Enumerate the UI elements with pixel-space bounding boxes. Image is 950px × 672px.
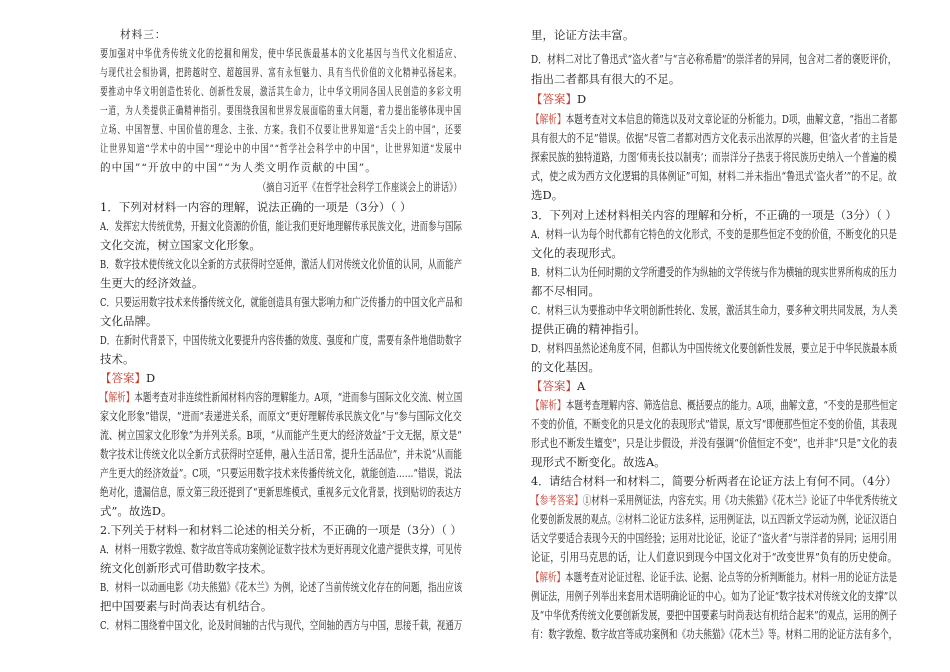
- line-text: 的中国”“开放中的中国”“为人类文明作贡献的中国”。: [100, 162, 377, 174]
- text-line: [531, 112, 897, 126]
- line-text: 现形式不断变化。故选A。: [531, 455, 666, 469]
- text-line: [531, 589, 897, 603]
- text-line: [100, 580, 462, 594]
- line-text: A: [576, 379, 586, 393]
- line-text: 化要创新发展的观点。②材料二论证方法多样，运用例证法，以五四新文学运动为例，论证汉语白: [531, 512, 898, 526]
- line-text: 本题考查对文本信息的筛选以及对文章论证的分析能力。D项，曲解文意，“指出二者都: [565, 112, 898, 126]
- line-text: 生更大的经济效益。: [100, 276, 204, 290]
- text-line: [531, 52, 897, 66]
- line-text: 4．请结合材料一和材料二，简要分析两者在论证方法上有何不同。（4分）: [531, 474, 897, 488]
- text-line: [100, 409, 462, 423]
- line-text: 形式也不断发生嬗变”，只是让步假设，并没有强调“价值恒定不变”，也并非“只是”文化的表: [531, 436, 898, 450]
- line-text: 探索民族的独特道路，力图‘师夷长技以制夷’；而崇洋分子热衷于将民族历史纳入一个普遍的模: [531, 150, 897, 164]
- text-line: [100, 47, 462, 61]
- text-line: [100, 333, 462, 347]
- text-line: [100, 276, 203, 290]
- text-line: [531, 398, 897, 412]
- text-line: [531, 627, 897, 641]
- text-line: [258, 180, 462, 194]
- line-text: 统文化创新形式可借助数字技术。: [100, 561, 273, 575]
- text-line: [531, 72, 680, 86]
- text-line: [100, 314, 157, 328]
- text-line: [100, 352, 134, 366]
- text-line: [531, 531, 897, 545]
- answer-tag: 【答案】: [531, 92, 577, 106]
- line-text: 选D。: [531, 188, 564, 202]
- text-line: [531, 265, 897, 279]
- text-line: [100, 104, 462, 118]
- line-text: 式，使之成为西方文化逻辑的具体例证”可知，材料二并未指出“鲁迅式‘盗火者’”的不足。故: [531, 169, 897, 183]
- line-text: 有：数字敦煌、数字故宫等成功案例和《功夫熊猫》《花木兰》等。材料二用的论证方法有多个，: [531, 627, 898, 641]
- text-line: [531, 92, 586, 106]
- answer-tag: 【解析】: [531, 570, 566, 584]
- text-line: [531, 322, 646, 336]
- line-text: 都不尽相同。: [531, 284, 600, 298]
- text-line: [100, 447, 462, 461]
- answer-tag: 【解析】: [100, 390, 135, 404]
- line-text: 及“中华优秀传统文化要创新发展，要把中国要素与时尚表达有机结合起来”的观点，运用的例子: [531, 608, 897, 622]
- line-text: 论证，引用马克思的话，让人们意识到现今中国文化对于“改变世界”负有的历史使命。: [531, 550, 898, 564]
- line-text: 材料三：: [120, 29, 167, 41]
- text-line: [531, 169, 897, 183]
- text-line: [531, 28, 634, 42]
- text-line: [531, 208, 897, 222]
- line-text: 不变的价值，不断变化的只是文化的表现形式”错误，原文写“即便那些恒定不变的价值，其表现: [531, 417, 897, 431]
- text-line: [100, 123, 462, 137]
- line-text: 本题考查对非连续性新闻材料内容的理解能力。A项，“进而参与国际文化交流、树立国: [134, 390, 463, 404]
- line-text: 让世界知道“学术中的中国”“理论中的中国”“哲学社会科学中的中国”，让世界知道“发展中: [100, 143, 463, 155]
- text-line: [100, 561, 272, 575]
- line-text: 具有很大的不足”错误。依据“尽管二者都对西方文化表示出浓厚的兴趣，但‘盗火者’的主旨是: [531, 131, 898, 145]
- line-text: （摘自习近平《在哲学社会科学工作座谈会上的讲话》）: [258, 180, 462, 194]
- text-line: [100, 238, 261, 252]
- line-text: C．只要运用数字技术来传播传统文化，就能创造具有强大影响力和广泛传播力的中国文化产品和: [100, 295, 463, 309]
- text-line: [531, 550, 897, 564]
- line-text: 流、树立国家文化形象”为并列关系。B项，“从而能产生更大的经济效益”于文无据，原文是“: [100, 428, 462, 442]
- text-line: [531, 246, 623, 260]
- text-line: [100, 466, 462, 480]
- line-text: 要加强对中华优秀传统文化的挖掘和阐发，使中华民族最基本的文化基因与当代文化相适应、: [100, 48, 463, 60]
- line-text: A．发挥宏大传统优势，开掘文化资源的价值，能让我们更好地理解传承民族文化，进而参与国际: [100, 219, 462, 233]
- text-line: [100, 485, 462, 499]
- line-text: 与现代社会相协调，把跨越时空、超越国界、富有永恒魅力、具有当代价值的文化精神弘扬起来。: [100, 67, 462, 79]
- line-text: 数字技术让传统文化以全新方式获得时空延伸，融入生活日常，提升生活品位”，并未说“从而能: [100, 447, 462, 461]
- text-line: [531, 284, 600, 298]
- text-line: [100, 295, 462, 309]
- line-text: 要推动中华文明创造性转化、创新性发展，激活其生命力，让中华文明同各国人民创造的多彩文明: [100, 86, 462, 98]
- line-text: A．材料一认为每个时代都有它特色的文化形式，不变的是那些恒定不变的价值，不断变化的只是: [531, 227, 897, 241]
- line-text: D．在新时代背景下，中国传统文化要提升内容传播的效度、强度和广度，需要有条件地借助数字: [100, 333, 462, 347]
- answer-tag: 【答案】: [531, 379, 577, 393]
- line-text: 式”。故选D。: [100, 504, 173, 518]
- answer-tag: 【答案】: [100, 371, 146, 385]
- line-text: 文化交流，树立国家文化形象。: [100, 238, 261, 252]
- text-line: [531, 436, 897, 450]
- line-text: B．材料一以动画电影《功夫熊猫》《花木兰》为例，论述了当前传统文化存在的问题，指出应该: [100, 580, 463, 594]
- text-line: [531, 131, 897, 145]
- line-text: D: [576, 92, 587, 106]
- text-line: [100, 618, 462, 632]
- text-line: [531, 608, 897, 622]
- text-line: [531, 379, 585, 393]
- line-text: 话文学要适合表现今天的中国经验；运用对比论证，论证了“盗火者”与崇洋者的异同；运用引用: [531, 531, 897, 545]
- text-line: [100, 257, 462, 271]
- line-text: 家文化形象”错误，“进而”表递进关系，而原文“更好理解传承民族文化”与“参与国际文化交: [100, 409, 462, 423]
- text-line: [120, 28, 167, 42]
- line-text: 绝对化，遗漏信息，原文第三段还提到了“更新思维模式，重视多元文化背景，找到贴切的表达方: [100, 485, 462, 499]
- text-line: [531, 493, 897, 507]
- line-text: ①材料一采用例证法，内容充实。用《功夫熊猫》《花木兰》论证了中华优秀传统文: [582, 493, 898, 507]
- text-line: [531, 341, 897, 355]
- text-line: [100, 542, 462, 556]
- line-text: 文化的表现形式。: [531, 246, 623, 260]
- line-text: C．材料二围绕着中国文化，论及时间轴的古代与现代，空间轴的西方与中国，思接千载，视通万: [100, 618, 463, 632]
- text-line: [100, 371, 155, 385]
- text-line: [100, 219, 462, 233]
- text-line: [531, 417, 897, 431]
- text-line: [531, 360, 600, 374]
- line-text: B．材料二认为任何时期的文学所遭受的作为纵轴的文学传统与作为横轴的现实世界所构成的压力: [531, 265, 898, 279]
- line-text: 一道，为人类提供正确精神指引。要围绕我国和世界发展面临的重大问题，着力提出能够体现中国: [100, 105, 462, 117]
- text-line: [100, 523, 462, 537]
- text-line: [100, 66, 462, 80]
- line-text: A．材料一用数字敦煌、数字故宫等成功案例论证数字技术为更好再现文化遗产提供支撑，可见传: [100, 542, 462, 556]
- line-text: 里，论证方法丰富。: [531, 28, 635, 42]
- text-line: [100, 200, 411, 214]
- text-line: [100, 142, 462, 156]
- answer-tag: 【解析】: [531, 112, 566, 126]
- line-text: D: [145, 371, 156, 385]
- text-line: [531, 512, 897, 526]
- line-text: B．数字技术使传统文化以全新的方式获得时空延伸，激活人们对传统文化价值的认同，从而能产: [100, 257, 463, 271]
- line-text: 产生更大的经济效益”。C项，“只要运用数字技术来传播传统文化，就能创造……”错误，说法: [100, 466, 462, 480]
- line-text: 例证法，用例子列举出来套用术语明确论证的中心。如为了论证“数字技术对传统文化的支撑”以: [531, 589, 897, 603]
- line-text: 3．下列对上述材料相关内容的理解和分析，不正确的一项是（3分）（ ）: [531, 208, 897, 222]
- text-line: [531, 227, 897, 241]
- line-text: C．材料三认为要推动中华文明创新性转化、发展，激活其生命力，要多种文明共同发展，为人类: [531, 303, 898, 317]
- line-text: D．材料二对比了鲁迅式“盗火者”与“言必称希腊”的崇洋者的异同，包含对二者的褒贬评价，: [531, 52, 897, 66]
- line-text: 1．下列对材料一内容的理解，说法正确的一项是（3分）（ ）: [100, 200, 412, 214]
- text-line: [531, 303, 897, 317]
- line-text: 把中国要素与时尚表达有机结合。: [100, 599, 273, 613]
- line-text: 本题考查理解内容、筛选信息、概括要点的能力。A项，曲解文意，“不变的是那些恒定: [565, 398, 898, 412]
- text-line: [531, 455, 666, 469]
- line-text: 文化品牌。: [100, 314, 158, 328]
- text-line: [531, 150, 897, 164]
- line-text: 本题考查对论证过程、论证手法、论据、论点等的分析判断能力。材料一用的论证方法是: [565, 570, 898, 584]
- text-line: [100, 428, 462, 442]
- text-line: [531, 474, 897, 488]
- text-line: [531, 570, 897, 584]
- answer-tag: 【解析】: [531, 398, 566, 412]
- line-text: 指出二者都具有很大的不足。: [531, 72, 681, 86]
- text-line: [100, 504, 173, 518]
- line-text: 技术。: [100, 352, 135, 366]
- text-line: [100, 599, 272, 613]
- line-text: 的文化基因。: [531, 360, 600, 374]
- text-line: [100, 161, 377, 175]
- line-text: 提供正确的精神指引。: [531, 322, 646, 336]
- line-text: D．材料四虽然论述角度不同，但都认为中国传统文化要创新性发展，要立足于中华民族最本质: [531, 341, 898, 355]
- text-line: [100, 85, 462, 99]
- answer-tag: 【参考答案】: [531, 493, 583, 507]
- text-line: [531, 188, 563, 202]
- line-text: 立场、中国智慧、中国价值的理念、主张、方案。我们不仅要让世界知道“舌尖上的中国”，还要: [100, 124, 463, 136]
- text-line: [100, 390, 462, 404]
- line-text: 2.下列关于材料一和材料二论述的相关分析，不正确的一项是（3分）（ ）: [100, 523, 462, 537]
